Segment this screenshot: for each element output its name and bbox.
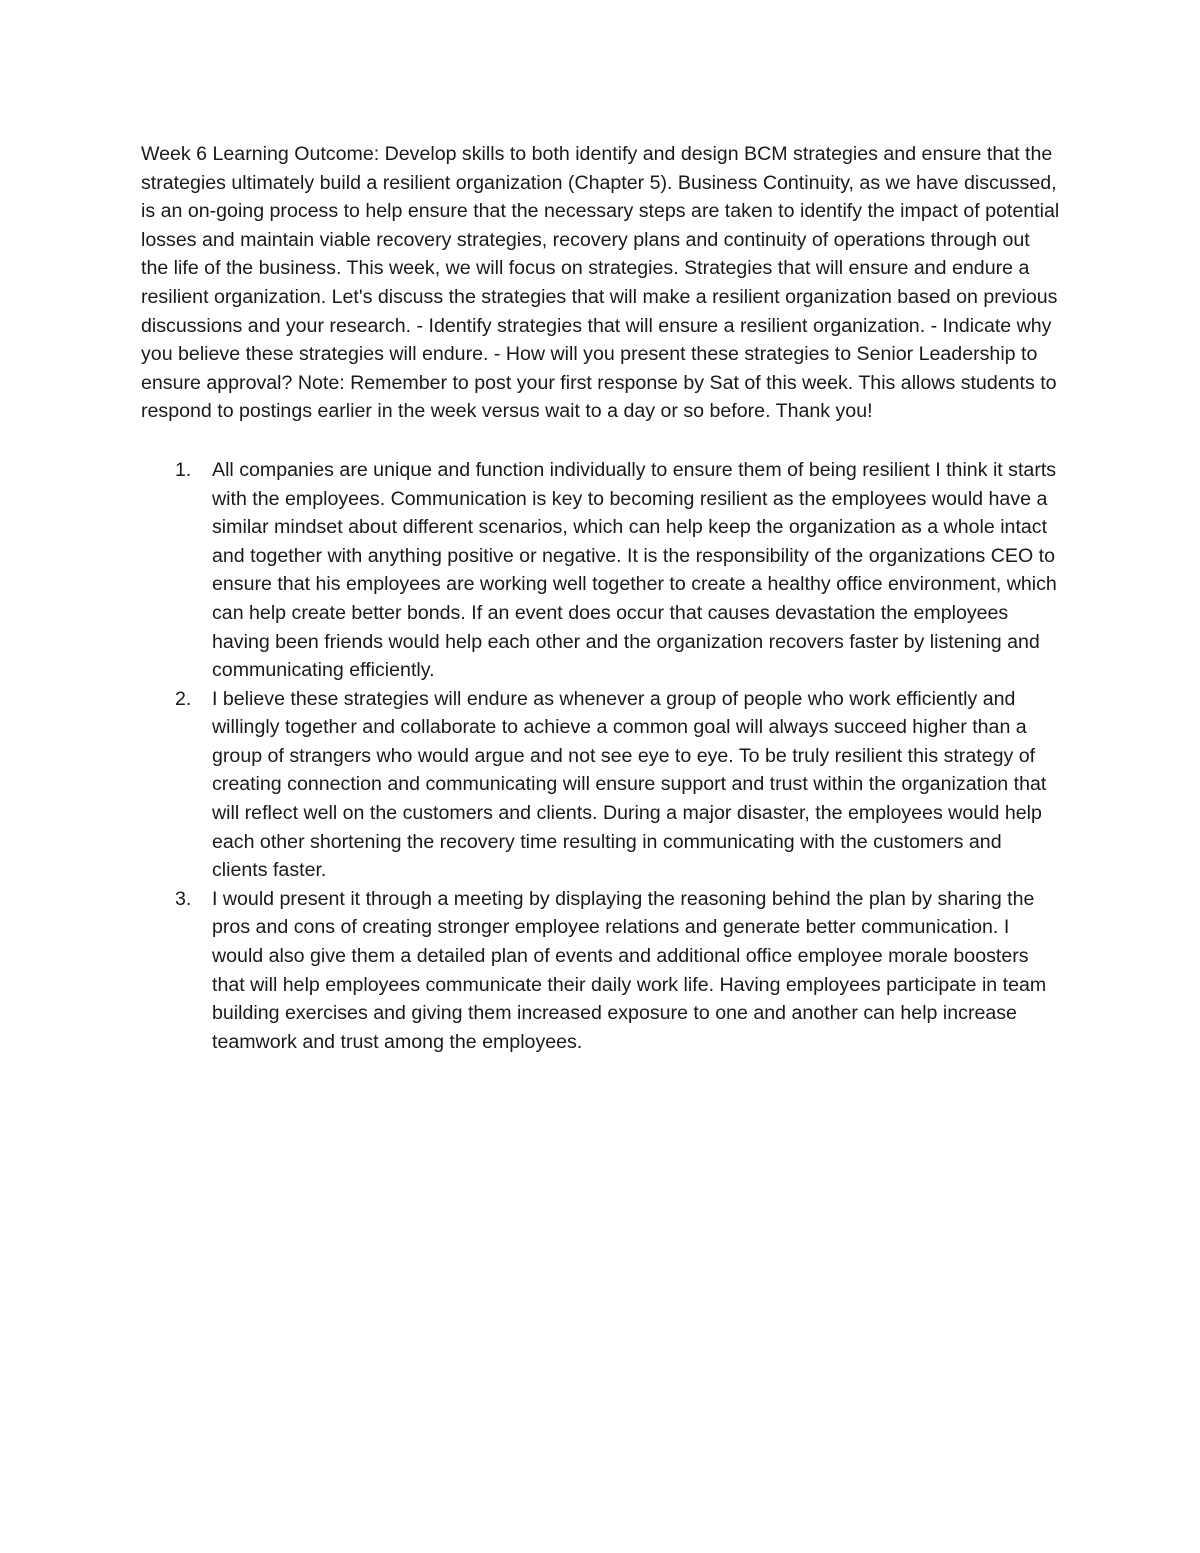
answer-number: 1. <box>175 458 192 481</box>
answer-item-3 <box>141 885 1061 1057</box>
answer-text: All companies are unique and function individually to ensure them of being resilient I think it starts with the employees. Communication is key to becoming resilient as the employees would have a similar mindset about different scenarios, which can help keep the organization as a whole intact and together with anything positive or negative. It is the responsibility of the organizations CEO to ensure that his employees are working well together to create a healthy office environment, which can help create better bonds. If an event does occur that causes devastation the employees having been friends would help each other and the organization recovers faster by listening and communicating efficiently. <box>212 458 1057 682</box>
answer-number: 2. <box>175 687 192 710</box>
answer-text: I would present it through a meeting by displaying the reasoning behind the plan by sharing the pros and cons of creating stronger employee relations and generate better communication. I would also give them a detailed plan of events and additional office employee morale boosters that will help employees communicate their daily work life. Having employees participate in team building exercises and giving them increased exposure to one and another can help increase teamwork and trust among the employees. <box>212 887 1047 1053</box>
answers-list <box>141 456 1061 1056</box>
answer-text: I believe these strategies will endure as whenever a group of people who work efficiently and willingly together and collaborate to achieve a common goal will always succeed higher than a group of strangers who would argue and not see eye to eye. To be truly resilient this strategy of creating connection and communicating will ensure support and trust within the organization that will reflect well on the customers and clients. During a major disaster, the employees would help each other shortening the recovery time resulting in communicating with the customers and clients faster. <box>212 687 1047 882</box>
answer-number: 3. <box>175 887 192 910</box>
answer-item-1 <box>141 456 1061 685</box>
answer-item-2 <box>141 685 1061 885</box>
intro-paragraph: Week 6 Learning Outcome: Develop skills to both identify and design BCM strategies and ensure that the strategies ultimately build a resilient organization (Chapter 5). Business Continuity, as we have discussed, is an on-going process to help ensure that the necessary steps are taken to identify the impact of potential losses and maintain viable recovery strategies, recovery plans and continuity of operations through out the life of the business. This week, we will focus on strategies. Strategies that will ensure and endure a resilient organization. Let's discuss the strategies that will make a resilient organization based on previous discussions and your research. - Identify strategies that will ensure a resilient organization. - Indicate why you believe these strategies will endure. - How will you present these strategies to Senior Leadership to ensure approval? Note: Remember to post your first response by Sat of this week. This allows students to respond to postings earlier in the week versus wait to a day or so before. Thank you! <box>141 143 1060 423</box>
document-body <box>141 140 1061 1056</box>
